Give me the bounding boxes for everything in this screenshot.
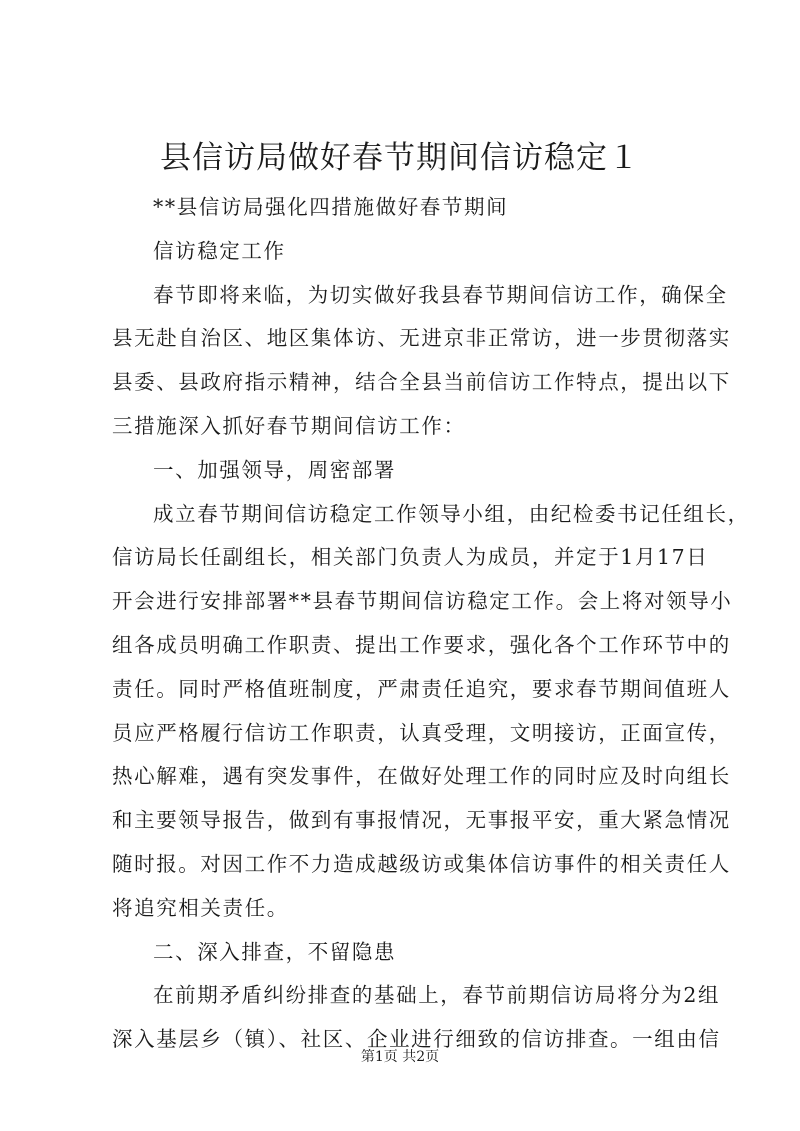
body-line: 成立春节期间信访稳定工作领导小组，由纪检委书记任组长， — [153, 501, 750, 526]
document-title: 县信访局做好春节期间信访稳定１ — [160, 140, 640, 176]
body-line: 开会进行安排部署**县春节期间信访稳定工作。会上将对领导小 — [112, 589, 733, 614]
body-line: 随时报。对因工作不力造成越级访或集体信访事件的相关责任人 — [112, 851, 731, 876]
body-line: 信访稳定工作 — [153, 238, 286, 263]
body-line: 将追究相关责任。 — [112, 895, 289, 920]
body-line: 县无赴自治区、地区集体访、无进京非正常访，进一步贯彻落实 — [112, 326, 731, 351]
body-line: 在前期矛盾纠纷排查的基础上，春节前期信访局将分为2组 — [153, 983, 721, 1008]
body-line: 三措施深入抓好春节期间信访工作： — [112, 413, 466, 438]
body-line: 热心解难，遇有突发事件，在做好处理工作的同时应及时向组长 — [112, 764, 731, 789]
body-line: 春节即将来临，为切实做好我县春节期间信访工作，确保全 — [153, 282, 728, 307]
body-line: **县信访局强化四措施做好春节期间 — [153, 195, 509, 219]
body-line: 和主要领导报告，做到有事报情况，无事报平安，重大紧急情况 — [112, 808, 731, 833]
body-line: 信访局长任副组长，相关部门负责人为成员，并定于1月17日 — [112, 545, 709, 570]
section-heading: 一、加强领导，周密部署 — [153, 457, 397, 482]
page-number-footer: 第1页 共2页 — [360, 1049, 440, 1065]
body-line: 责任。同时严格值班制度，严肃责任追究，要求春节期间值班人 — [112, 676, 731, 701]
body-line: 县委、县政府指示精神，结合全县当前信访工作特点，提出以下 — [112, 370, 731, 395]
section-heading: 二、深入排查，不留隐患 — [153, 939, 397, 964]
body-line: 组各成员明确工作职责、提出工作要求，强化各个工作环节中的 — [112, 632, 731, 657]
body-line: 深入基层乡（镇）、社区、企业进行细致的信访排查。一组由信 — [112, 1027, 721, 1052]
document-body — [112, 186, 750, 1062]
body-line: 员应严格履行信访工作职责，认真受理，文明接访，正面宣传， — [112, 720, 731, 745]
